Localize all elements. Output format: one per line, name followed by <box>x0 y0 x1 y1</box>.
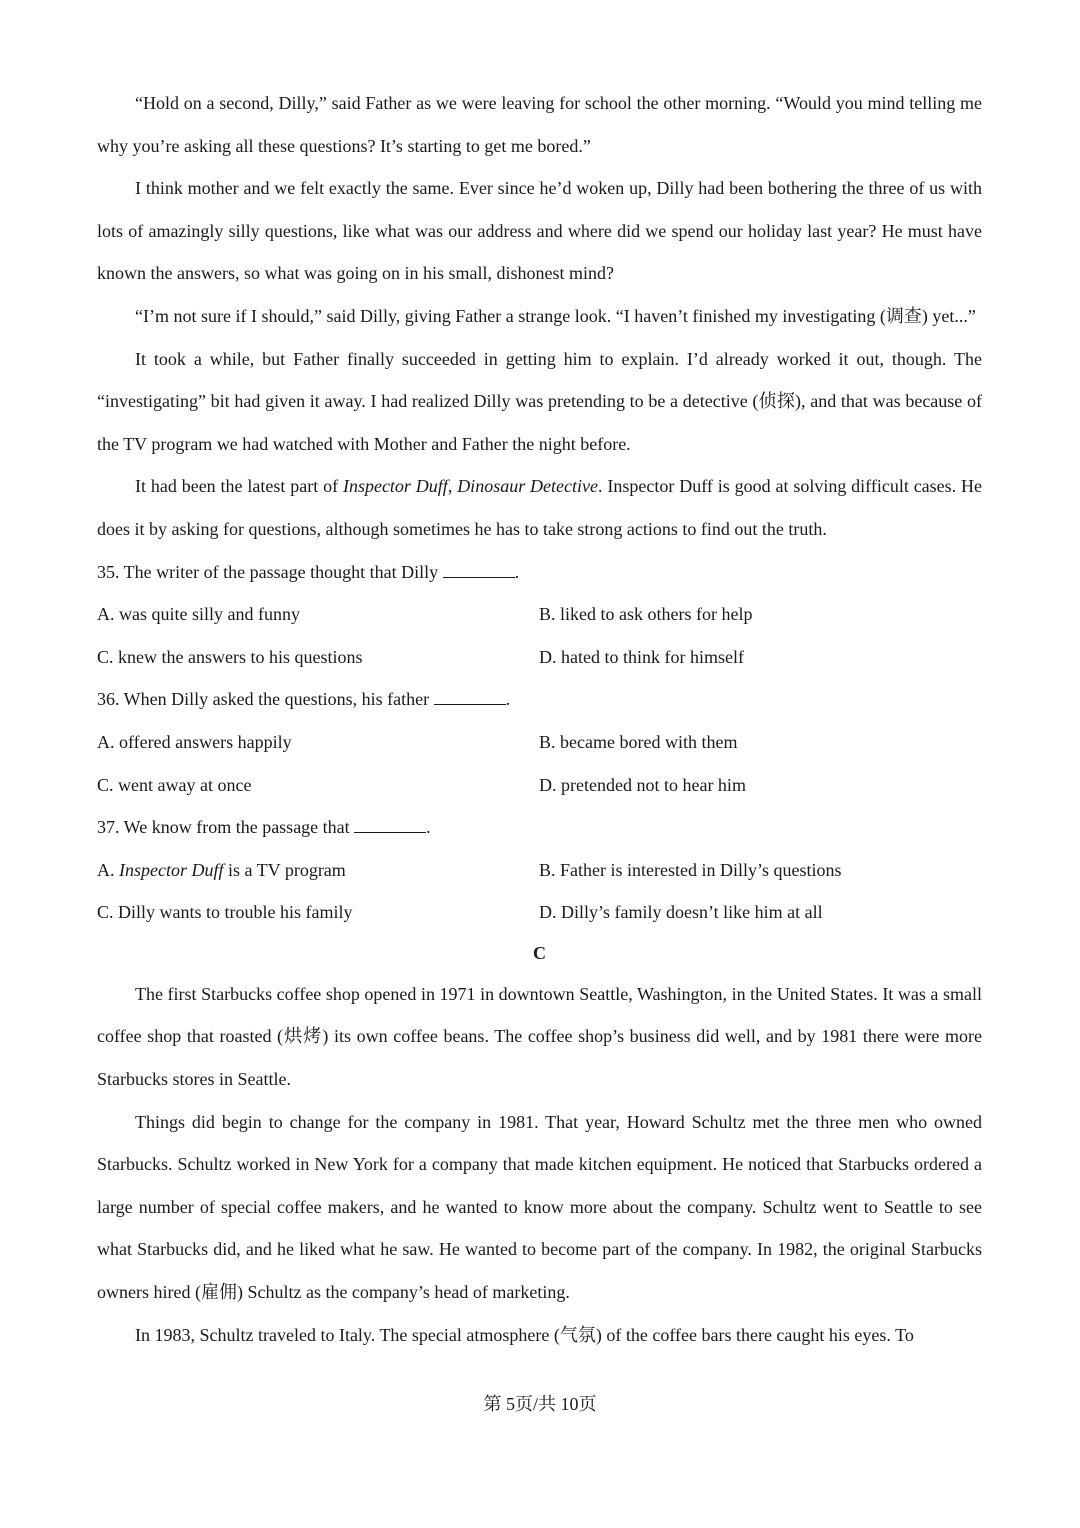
program-subtitle: Dinosaur Detective <box>457 476 599 497</box>
option-a: A. offered answers happily <box>97 731 292 752</box>
section-c-paragraph-2: Things did begin to change for the company in 1981. That year, Howard Schultz met the three men who owned Starbucks. Schultz worked in New York for a company that made kitchen equipment. He noticed that Starbucks ordered a large number of special coffee makers, and he wanted to know more about the company. Schultz went to Seattle to see what Starbucks did, and he liked what he saw. He wanted to become part of the company. In 1982, the original Starbucks owners hired (雇佣) Schultz as the company’s head of marketing. <box>97 1111 982 1303</box>
p5-prefix: It had been the latest part of <box>135 476 343 497</box>
question-35-stem: 35. The writer of the passage thought that Dilly . <box>97 561 520 582</box>
option-c: C. knew the answers to his questions <box>97 646 363 667</box>
question-35-options <box>97 593 982 678</box>
question-37-stem: 37. We know from the passage that . <box>97 817 431 838</box>
page-content <box>97 82 982 1356</box>
option-c: C. Dilly wants to trouble his family <box>97 902 353 923</box>
answer-blank <box>354 816 426 833</box>
option-c: C. went away at once <box>97 774 252 795</box>
question-37-options <box>97 849 982 934</box>
section-c-title: C <box>533 942 546 963</box>
option-d: D. Dilly’s family doesn’t like him at all <box>539 902 823 923</box>
program-title: Inspector Duff <box>342 476 448 497</box>
section-c-paragraph-1: The first Starbucks coffee shop opened in 1971 in downtown Seattle, Washington, in the United States. It was a small coffee shop that roasted (烘烤) its own coffee beans. The coffee shop’s business did well, and by 1981 there were more Starbucks stores in Seattle. <box>97 983 982 1090</box>
option-b: B. became bored with them <box>539 731 738 752</box>
question-36-stem: 36. When Dilly asked the questions, his father . <box>97 689 511 710</box>
page-footer: 第 5页/共 10页 <box>483 1394 597 1414</box>
option-a: A. was quite silly and funny <box>97 604 300 625</box>
answer-blank <box>434 688 506 705</box>
passage-b-paragraph-2: I think mother and we felt exactly the same. Ever since he’d woken up, Dilly had been bothering the three of us with lots of amazingly silly questions, like what was our address and where did we spend our holiday last year? He must have known the answers, so what was going on in his small, dishonest mind? <box>97 178 982 284</box>
program-title: Inspector Duff <box>119 859 224 880</box>
passage-b-paragraph-5 <box>97 465 982 550</box>
option-a: A. Inspector Duff is a TV program <box>97 859 346 880</box>
question-36 <box>97 678 982 806</box>
p5-rest: . Inspector Duff is good at solving difficult cases. He does it by asking for questions, although sometimes he has to take strong actions to find out the truth. <box>97 476 983 539</box>
question-35 <box>97 551 982 679</box>
option-b: B. liked to ask others for help <box>539 604 753 625</box>
passage-b-paragraph-3: “I’m not sure if I should,” said Dilly, giving Father a strange look. “I haven’t finished my investigating (调查) yet...” <box>135 305 976 326</box>
option-b: B. Father is interested in Dilly’s questions <box>539 859 842 880</box>
section-c-paragraph-3: In 1983, Schultz traveled to Italy. The special atmosphere (气氛) of the coffee bars there caught his eyes. To <box>135 1324 914 1345</box>
question-36-options <box>97 721 982 806</box>
option-d: D. pretended not to hear him <box>539 774 746 795</box>
passage-b-paragraph-1: “Hold on a second, Dilly,” said Father as we were leaving for school the other morning. “Would you mind telling me why you’re asking all these questions? It’s starting to get me bored.” <box>97 93 982 156</box>
p5-comma: , <box>447 476 458 497</box>
passage-b-paragraph-4: It took a while, but Father finally succeeded in getting him to explain. I’d already worked it out, though. The “investigating” bit had given it away. I had realized Dilly was pretending to be a detective (侦探), and that was because of the TV program we had watched with Mother and Father the night before. <box>97 348 982 454</box>
question-37 <box>97 806 982 934</box>
option-d: D. hated to think for himself <box>539 646 744 667</box>
answer-blank <box>443 561 515 578</box>
